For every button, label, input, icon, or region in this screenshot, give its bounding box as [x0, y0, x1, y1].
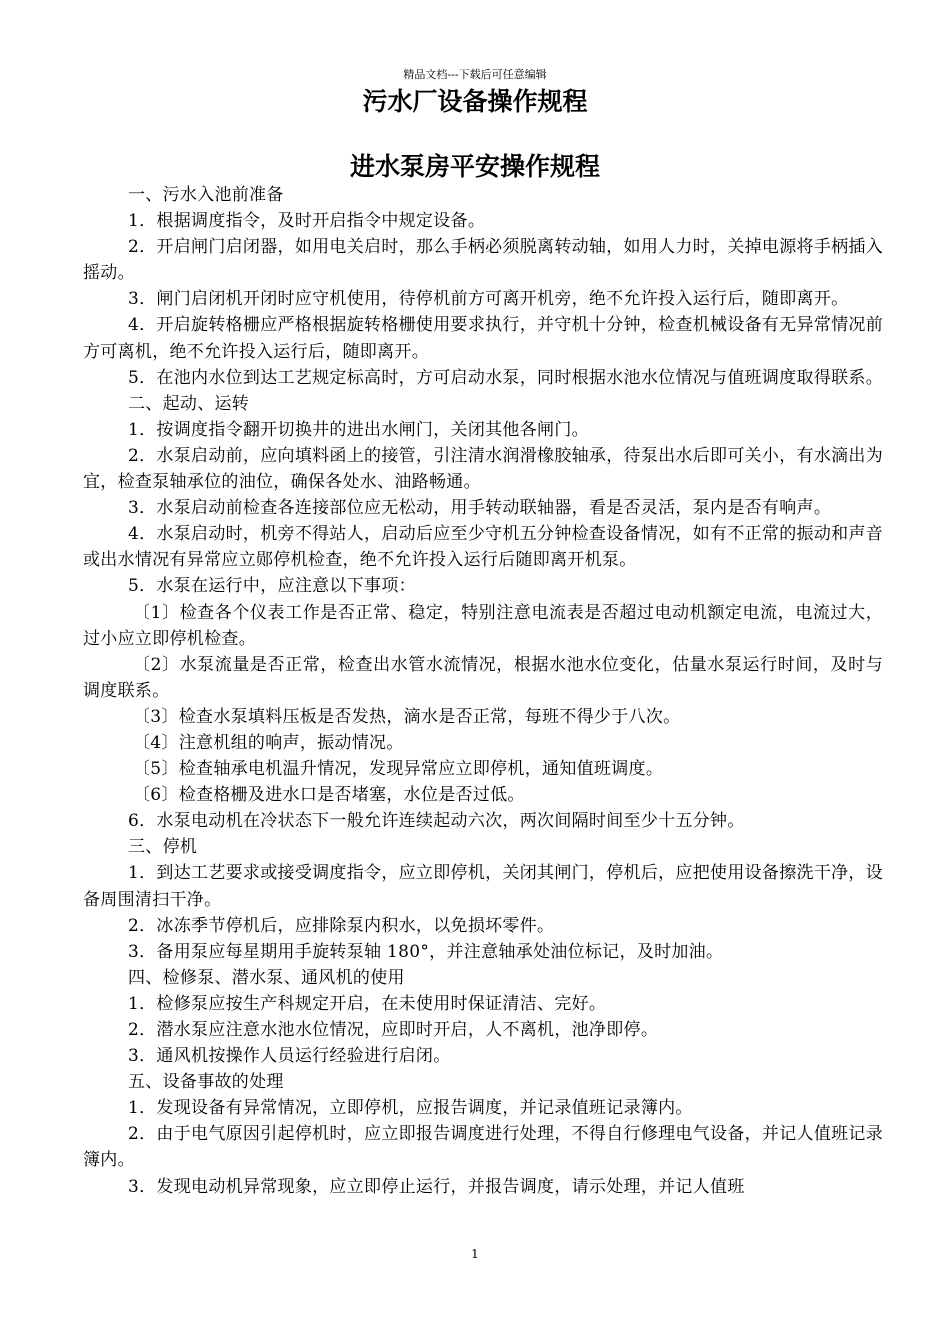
paragraph: 3．闸门启闭机开闭时应守机使用，待停机前方可离开机旁，绝不允许投入运行后，随即离开。	[128, 289, 849, 310]
paragraph: 2．冰冻季节停机后，应排除泵内积水，以免损坏零件。	[128, 915, 555, 936]
sub-paragraph: 〔3〕检查水泵填料压板是否发热，滴水是否正常，每班不得少于八次。	[133, 706, 681, 727]
paragraph: 1．到达工艺要求或接受调度指令，应立即停机，关闭其闸门，停机后，应把使用设备擦洗干净，设备周围清扫干净。	[83, 863, 884, 910]
sub-paragraph: 〔6〕检查格栅及进水口是否堵塞，水位是否过低。	[133, 785, 525, 806]
paragraph: 6．水泵电动机在冷状态下一般允许连续起动六次，两次间隔时间至少十五分钟。	[128, 811, 745, 832]
document-body	[83, 182, 883, 1200]
paragraph: 5．在池内水位到达工艺规定标高时，方可启动水泵，同时根据水池水位情况与值班调度取得联系。	[128, 367, 884, 388]
page-number: 1	[471, 1247, 479, 1261]
paragraph: 2．开启闸门启闭器，如用电关启时，那么手柄必须脱离转动轴，如用人力时，关掉电源将手柄插入摇动。	[83, 237, 884, 284]
paragraph: 3．发现电动机异常现象，应立即停止运行，并报告调度，请示处理，并记人值班	[128, 1176, 745, 1197]
paragraph: 4．开启旋转格栅应严格根据旋转格栅使用要求执行，并守机十分钟，检查机械设备有无异常情况前方可离机，绝不允许投入运行后，随即离开。	[83, 315, 884, 362]
section-heading: 一、污水入池前准备	[128, 185, 284, 205]
section-heading: 二、起动、运转	[128, 393, 250, 414]
paragraph: 1．发现设备有异常情况，立即停机，应报告调度，并记录值班记录簿内。	[128, 1098, 693, 1119]
paragraph: 5．水泵在运行中，应注意以下事项：	[128, 576, 416, 597]
paragraph: 3．水泵启动前检查各连接部位应无松动，用手转动联轴器，看是否灵活，泵内是否有响声。	[128, 498, 832, 519]
paragraph: 1．按调度指令翻开切换井的进出水闸门，关闭其他各闸门。	[128, 419, 589, 440]
paragraph: 2．由于电气原因引起停机时，应立即报告调度进行处理，不得自行修理电气设备，并记人值班记录簿内。	[83, 1124, 884, 1171]
sub-paragraph: 〔2〕水泵流量是否正常，检查出水管水流情况，根据水池水位变化，估量水泵运行时间，及时与调度联系。	[83, 654, 883, 701]
section-title: 进水泵房平安操作规程	[349, 152, 600, 181]
sub-paragraph: 〔5〕检查轴承电机温升情况，发现异常应立即停机，通知值班调度。	[133, 759, 664, 780]
paragraph: 2．潜水泵应注意水池水位情况，应即时开启，人不离机，池净即停。	[128, 1020, 659, 1040]
section-heading: 五、设备事故的处理	[128, 1072, 284, 1093]
paragraph: 1．根据调度指令，及时开启指令中规定设备。	[128, 211, 486, 232]
sub-paragraph: 〔4〕注意机组的响声，振动情况。	[133, 732, 404, 753]
paragraph: 2．水泵启动前，应向填料函上的接管，引注清水润滑橡胶轴承，待泵出水后即可关小，有水滴出为宜，检查泵轴承位的油位，确保各处水、油路畅通。	[83, 445, 884, 493]
paragraph: 3．备用泵应每星期用手旋转泵轴 180°，并注意轴承处油位标记，及时加油。	[128, 941, 724, 962]
section-heading: 四、检修泵、潜水泵、通风机的使用	[128, 967, 405, 988]
paragraph: 4．水泵启动时，机旁不得站人，启动后应至少守机五分钟检查设备情况，如有不正常的振动和声音或出水情况有异常应立郧停机检查，绝不允许投入运行后随即离开机泵。	[83, 524, 884, 571]
document-title: 污水厂设备操作规程	[362, 87, 588, 116]
header-note: 精品文档---下载后可任意编辑	[403, 68, 547, 81]
paragraph: 3．通风机按操作人员运行经验进行启闭。	[128, 1046, 451, 1067]
paragraph: 1．检修泵应按生产科规定开启，在未使用时保证清洁、完好。	[128, 993, 607, 1014]
section-heading: 三、停机	[128, 837, 198, 858]
sub-paragraph: 〔1〕检查各个仪表工作是否正常、稳定，特别注意电流表是否超过电动机额定电流，电流过大，过小应立即停机检查。	[83, 602, 883, 649]
